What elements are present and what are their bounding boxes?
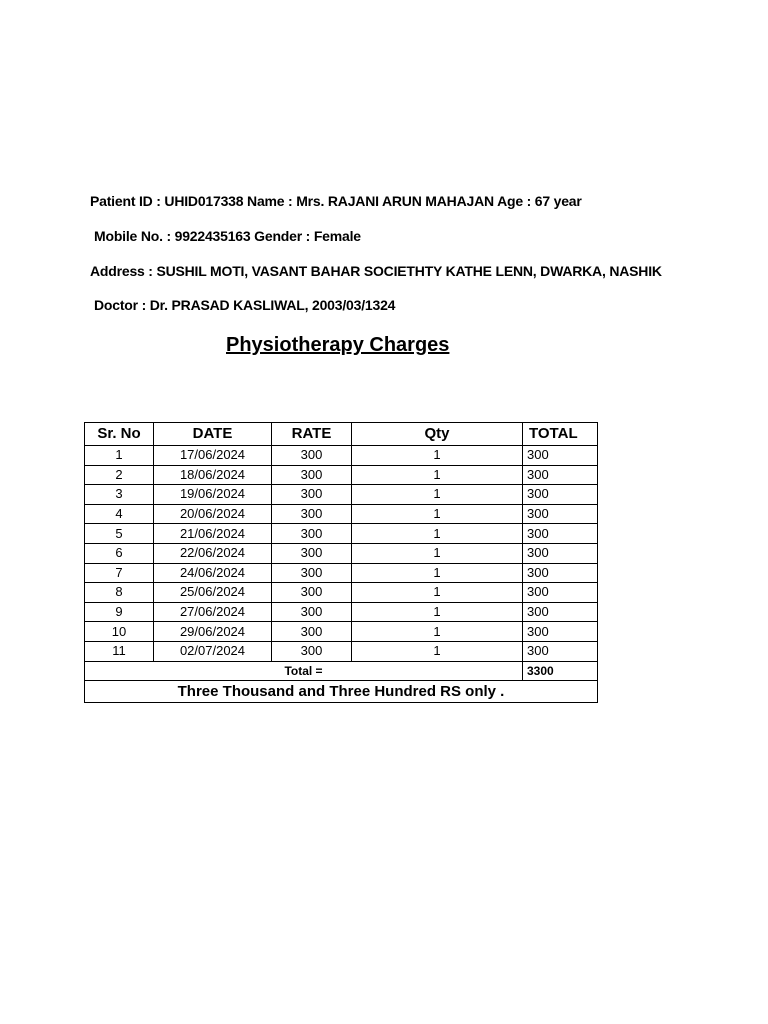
cell-sr-no: 9 xyxy=(85,602,154,622)
cell-date: 18/06/2024 xyxy=(154,465,272,485)
total-row xyxy=(85,661,598,681)
table-header-row xyxy=(85,423,598,446)
cell-rate: 300 xyxy=(272,641,352,661)
cell-qty: 1 xyxy=(352,543,523,563)
cell-sr-no: 4 xyxy=(85,504,154,524)
cell-rate: 300 xyxy=(272,465,352,485)
cell-date: 22/06/2024 xyxy=(154,543,272,563)
cell-qty: 1 xyxy=(352,563,523,583)
cell-date: 29/06/2024 xyxy=(154,622,272,642)
patient-id-name-age: Patient ID : UHID017338 Name : Mrs. RAJANI ARUN MAHAJAN Age : 67 year xyxy=(90,193,582,209)
table-row xyxy=(85,583,598,603)
cell-total: 300 xyxy=(523,622,598,642)
doctor-info: Doctor : Dr. PRASAD KASLIWAL, 2003/03/1324 xyxy=(94,297,396,313)
table-row xyxy=(85,465,598,485)
cell-date: 17/06/2024 xyxy=(154,446,272,466)
cell-total: 300 xyxy=(523,602,598,622)
cell-sr-no: 7 xyxy=(85,563,154,583)
cell-qty: 1 xyxy=(352,602,523,622)
cell-sr-no: 8 xyxy=(85,583,154,603)
grand-total: 3300 xyxy=(523,661,598,681)
cell-rate: 300 xyxy=(272,543,352,563)
cell-date: 02/07/2024 xyxy=(154,641,272,661)
header-rate: RATE xyxy=(272,423,352,446)
table-row xyxy=(85,563,598,583)
cell-total: 300 xyxy=(523,563,598,583)
cell-total: 300 xyxy=(523,504,598,524)
cell-rate: 300 xyxy=(272,504,352,524)
cell-sr-no: 1 xyxy=(85,446,154,466)
cell-total: 300 xyxy=(523,641,598,661)
table-row xyxy=(85,446,598,466)
table-row xyxy=(85,524,598,544)
mobile-gender: Mobile No. : 9922435163 Gender : Female xyxy=(94,228,361,244)
cell-rate: 300 xyxy=(272,622,352,642)
cell-total: 300 xyxy=(523,446,598,466)
cell-total: 300 xyxy=(523,485,598,505)
cell-rate: 300 xyxy=(272,485,352,505)
header-sr-no: Sr. No xyxy=(85,423,154,446)
cell-rate: 300 xyxy=(272,583,352,603)
cell-rate: 300 xyxy=(272,524,352,544)
page-title: Physiotherapy Charges xyxy=(226,334,450,356)
cell-rate: 300 xyxy=(272,563,352,583)
cell-date: 25/06/2024 xyxy=(154,583,272,603)
table-body xyxy=(85,446,598,662)
cell-rate: 300 xyxy=(272,446,352,466)
table-row xyxy=(85,543,598,563)
table-row xyxy=(85,485,598,505)
cell-date: 21/06/2024 xyxy=(154,524,272,544)
cell-sr-no: 5 xyxy=(85,524,154,544)
cell-qty: 1 xyxy=(352,524,523,544)
cell-qty: 1 xyxy=(352,485,523,505)
cell-qty: 1 xyxy=(352,446,523,466)
cell-qty: 1 xyxy=(352,465,523,485)
cell-sr-no: 6 xyxy=(85,543,154,563)
table-row xyxy=(85,641,598,661)
amount-in-words: Three Thousand and Three Hundred RS only . xyxy=(85,681,598,703)
cell-date: 27/06/2024 xyxy=(154,602,272,622)
charges-table xyxy=(84,422,598,703)
cell-sr-no: 10 xyxy=(85,622,154,642)
header-total: TOTAL xyxy=(523,423,598,446)
patient-address: Address : SUSHIL MOTI, VASANT BAHAR SOCIETHTY KATHE LENN, DWARKA, NASHIK xyxy=(90,263,662,279)
header-date: DATE xyxy=(154,423,272,446)
amount-in-words-row xyxy=(85,681,598,703)
cell-qty: 1 xyxy=(352,641,523,661)
header-qty: Qty xyxy=(352,423,523,446)
cell-rate: 300 xyxy=(272,602,352,622)
table-row xyxy=(85,602,598,622)
cell-date: 19/06/2024 xyxy=(154,485,272,505)
cell-date: 24/06/2024 xyxy=(154,563,272,583)
table-row xyxy=(85,504,598,524)
total-label: Total = xyxy=(85,661,523,681)
cell-qty: 1 xyxy=(352,622,523,642)
cell-total: 300 xyxy=(523,524,598,544)
cell-sr-no: 2 xyxy=(85,465,154,485)
table-row xyxy=(85,622,598,642)
cell-qty: 1 xyxy=(352,583,523,603)
cell-qty: 1 xyxy=(352,504,523,524)
cell-date: 20/06/2024 xyxy=(154,504,272,524)
cell-total: 300 xyxy=(523,583,598,603)
cell-total: 300 xyxy=(523,465,598,485)
cell-sr-no: 11 xyxy=(85,641,154,661)
cell-total: 300 xyxy=(523,543,598,563)
cell-sr-no: 3 xyxy=(85,485,154,505)
